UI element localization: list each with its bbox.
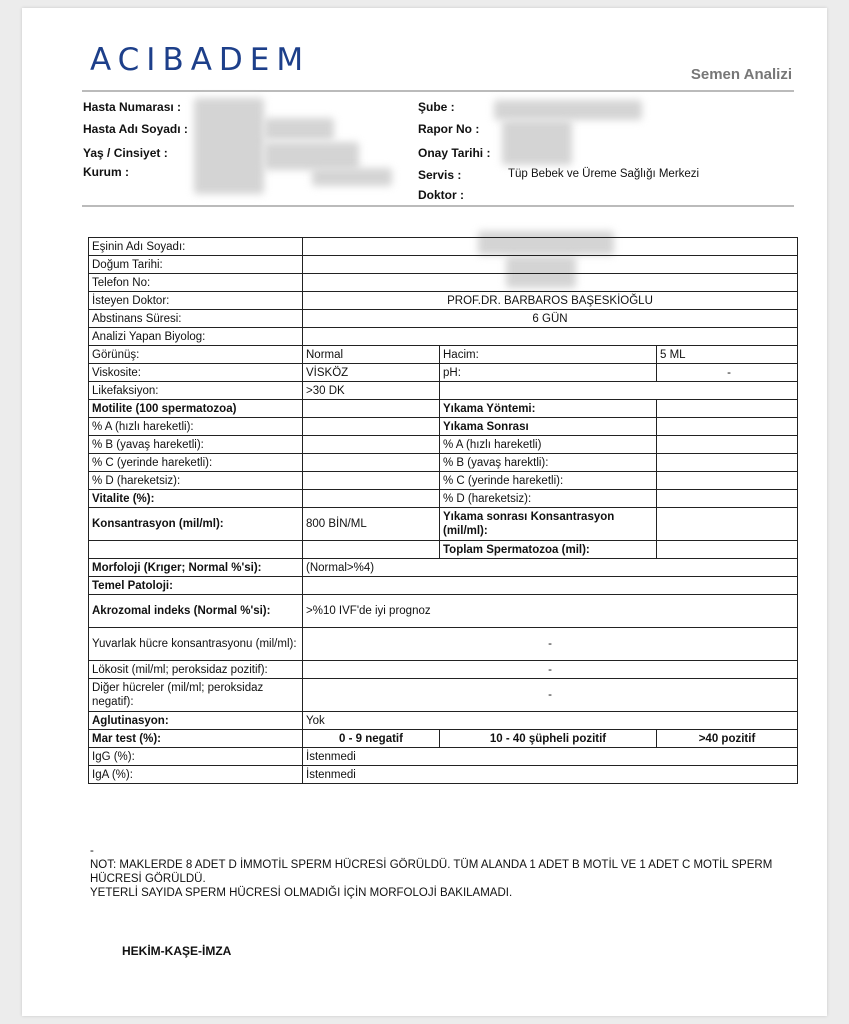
- table-row: [89, 292, 798, 310]
- cell-value: [657, 454, 798, 472]
- cell-header: >40 pozitif: [657, 730, 798, 748]
- cell-value: -: [303, 679, 798, 712]
- cell-section-heading: Konsantrasyon (mil/ml):: [89, 508, 303, 541]
- cell-section-heading: Yıkama Sonrası: [440, 418, 657, 436]
- label-hasta-no: Hasta Numarası :: [83, 100, 182, 114]
- cell-value: [657, 490, 798, 508]
- report-page: [22, 8, 827, 1016]
- cell-value: [303, 328, 798, 346]
- cell-value: [657, 436, 798, 454]
- cell-value: [657, 400, 798, 418]
- cell-section-heading: Yıkama Yöntemi:: [440, 400, 657, 418]
- label-doktor: Doktor :: [418, 188, 464, 202]
- cell-label: Doğum Tarihi:: [89, 256, 303, 274]
- redacted-patient-name: [264, 118, 334, 140]
- cell-value: 6 GÜN: [303, 310, 798, 328]
- cell-label: Telefon No:: [89, 274, 303, 292]
- cell-value: [303, 490, 440, 508]
- table-row: [89, 541, 798, 559]
- cell-header: 0 - 9 negatif: [303, 730, 440, 748]
- table-row: [89, 454, 798, 472]
- table-row: [89, 559, 798, 577]
- cell-label: % B (yavaş harektli):: [440, 454, 657, 472]
- table-row: [89, 238, 798, 256]
- cell-label: % D (hareketsiz):: [89, 472, 303, 490]
- table-row: [89, 748, 798, 766]
- cell-value: Normal: [303, 346, 440, 364]
- table-row: [89, 661, 798, 679]
- label-sube: Şube :: [418, 100, 455, 114]
- cell-value: 5 ML: [657, 346, 798, 364]
- cell-label: % A (hızlı hareketli):: [89, 418, 303, 436]
- label-hasta-adi: Hasta Adı Soyadı :: [83, 122, 188, 136]
- cell-value: [303, 577, 798, 595]
- table-row: [89, 436, 798, 454]
- table-row: [89, 400, 798, 418]
- label-rapor-no: Rapor No :: [418, 122, 480, 136]
- cell-section-heading: Morfoloji (Krıger; Normal %'si):: [89, 559, 303, 577]
- cell-value: PROF.DR. BARBAROS BAŞESKİOĞLU: [303, 292, 798, 310]
- table-row: [89, 577, 798, 595]
- signature-label: HEKİM-KAŞE-İMZA: [122, 944, 232, 958]
- table-row: [89, 508, 798, 541]
- cell-value: (Normal>%4): [303, 559, 798, 577]
- cell-label: IgA (%):: [89, 766, 303, 784]
- cell-value: [657, 472, 798, 490]
- notes-dash: -: [90, 845, 94, 857]
- cell-label: Abstinans Süresi:: [89, 310, 303, 328]
- cell-label: % C (yerinde hareketli):: [89, 454, 303, 472]
- cell-empty: [303, 541, 440, 559]
- table-row: [89, 679, 798, 712]
- header-divider-bottom: [82, 205, 794, 207]
- header-divider-top: [82, 90, 794, 92]
- label-onay-tarihi: Onay Tarihi :: [418, 146, 491, 160]
- redacted-institution: [312, 168, 392, 186]
- cell-value: [303, 256, 798, 274]
- redacted-branch: [494, 100, 642, 120]
- table-row: [89, 766, 798, 784]
- cell-label: Eşinin Adı Soyadı:: [89, 238, 303, 256]
- cell-label: % B (yavaş hareketli):: [89, 436, 303, 454]
- cell-value: -: [657, 364, 798, 382]
- table-row: [89, 256, 798, 274]
- cell-label: Viskosite:: [89, 364, 303, 382]
- label-kurum: Kurum :: [83, 165, 129, 179]
- cell-section-heading: Motilite (100 spermatozoa): [89, 400, 303, 418]
- cell-label: Analizi Yapan Biyolog:: [89, 328, 303, 346]
- cell-label: IgG (%):: [89, 748, 303, 766]
- table-row: [89, 628, 798, 661]
- cell-value: İstenmedi: [303, 766, 798, 784]
- table-row: [89, 274, 798, 292]
- cell-section-heading: Toplam Spermatozoa (mil):: [440, 541, 657, 559]
- cell-value: [657, 508, 798, 541]
- cell-label: İsteyen Doktor:: [89, 292, 303, 310]
- label-yas-cinsiyet: Yaş / Cinsiyet :: [83, 146, 168, 160]
- cell-label: Lökosit (mil/ml; peroksidaz pozitif):: [89, 661, 303, 679]
- table-row: [89, 418, 798, 436]
- cell-value: [303, 400, 440, 418]
- table-row: [89, 346, 798, 364]
- table-row: [89, 364, 798, 382]
- cell-section-heading: Vitalite (%):: [89, 490, 303, 508]
- cell-value: >%10 IVF'de iyi prognoz: [303, 595, 798, 628]
- servis-value: Tüp Bebek ve Üreme Sağlığı Merkezi: [508, 168, 700, 180]
- table-row: [89, 712, 798, 730]
- semen-analysis-table: [88, 237, 798, 784]
- cell-label: Likefaksiyon:: [89, 382, 303, 400]
- table-row: [89, 382, 798, 400]
- cell-value: -: [303, 628, 798, 661]
- cell-label: Yuvarlak hücre konsantrasyonu (mil/ml):: [89, 628, 303, 661]
- cell-label: Diğer hücreler (mil/ml; peroksidaz negatif):: [89, 679, 303, 712]
- cell-value: Yok: [303, 712, 798, 730]
- cell-label: % D (hareketsiz):: [440, 490, 657, 508]
- cell-value: [303, 238, 798, 256]
- cell-label: pH:: [440, 364, 657, 382]
- cell-label: % A (hızlı hareketli): [440, 436, 657, 454]
- label-servis: Servis :: [418, 168, 462, 182]
- notes-section: [90, 844, 790, 900]
- cell-empty: [89, 541, 303, 559]
- table-row: [89, 595, 798, 628]
- cell-header: 10 - 40 şüpheli pozitif: [440, 730, 657, 748]
- cell-value: [303, 418, 440, 436]
- cell-empty: [440, 382, 798, 400]
- cell-section-heading: Yıkama sonrası Konsantrasyon (mil/ml):: [440, 508, 657, 541]
- cell-section-heading: Aglutinasyon:: [89, 712, 303, 730]
- table-row: [89, 328, 798, 346]
- redacted-report-no: [502, 120, 572, 165]
- cell-section-heading: Temel Patoloji:: [89, 577, 303, 595]
- cell-section-heading: Mar test (%):: [89, 730, 303, 748]
- cell-value: -: [303, 661, 798, 679]
- notes-line-2: YETERLİ SAYIDA SPERM HÜCRESİ OLMADIĞI İÇİN MORFOLOJİ BAKILAMADI.: [90, 887, 513, 899]
- document-title: Semen Analizi: [690, 66, 792, 83]
- redacted-patient-info: [194, 98, 264, 194]
- cell-value: [303, 454, 440, 472]
- cell-value: >30 DK: [303, 382, 440, 400]
- cell-value: [303, 436, 440, 454]
- cell-label: Hacim:: [440, 346, 657, 364]
- cell-value: [657, 541, 798, 559]
- table-row: [89, 490, 798, 508]
- cell-value: VİSKÖZ: [303, 364, 440, 382]
- cell-section-heading: Akrozomal indeks (Normal %'si):: [89, 595, 303, 628]
- cell-value: [303, 274, 798, 292]
- cell-value: 800 BİN/ML: [303, 508, 440, 541]
- cell-label: Görünüş:: [89, 346, 303, 364]
- cell-value: [303, 472, 440, 490]
- cell-value: [657, 418, 798, 436]
- table-row: [89, 472, 798, 490]
- cell-value: İstenmedi: [303, 748, 798, 766]
- notes-line-1: NOT: MAKLERDE 8 ADET D İMMOTİL SPERM HÜCRESİ GÖRÜLDÜ. TÜM ALANDA 1 ADET B MOTİL VE 1 ADET C MOTİL SPERM HÜCRESİ GÖRÜLDÜ.: [90, 859, 773, 885]
- table-row: [89, 310, 798, 328]
- cell-label: % C (yerinde hareketli):: [440, 472, 657, 490]
- acibadem-logo: ACIBADEM: [90, 42, 311, 78]
- redacted-age: [264, 142, 359, 170]
- table-row: [89, 730, 798, 748]
